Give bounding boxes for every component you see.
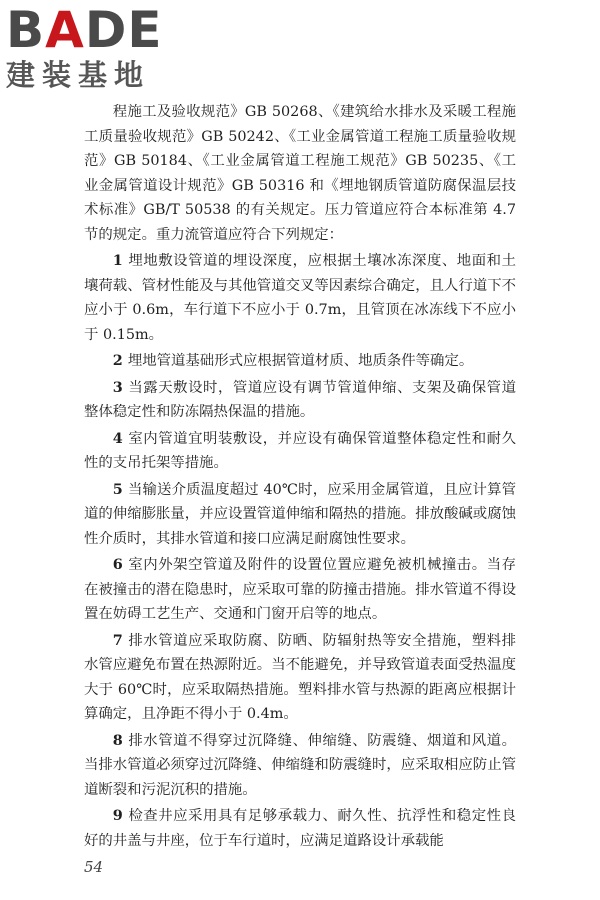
clause-number: 9: [112, 807, 123, 824]
clause-item-4: [84, 427, 516, 476]
intro-paragraph: 程施工及验收规范》GB 50268、《建筑给水排水及采暖工程施工质量验收规范》GB 50242、《工业金属管道工程施工质量验收规范》GB 50184、《工业金属管道工程施工规范》GB 50235、《工业金属管道设计规范》GB 50316 和《埋地钢质管道防腐保温层技术标准》GB/T 50538 的有关规定。压力管道应符合本标准第 4.7 节的规定。重力流管道应符合下列规定：: [84, 104, 516, 243]
clause-number: 5: [112, 480, 123, 498]
clause-number: 4: [112, 429, 123, 447]
clause-text: 当输送介质温度超过 40℃时，应采用金属管道，且应计算管道的伸缩膨胀量，并应设置管道伸缩和隔热的措施。排放酸碱或腐蚀性介质时，其排水管道和接口应满足耐腐蚀性要求。: [84, 481, 516, 547]
logo-subtitle: 建装基地: [6, 58, 151, 92]
clause-text: 埋地敷设管道的埋设深度，应根据土壤冰冻深度、地面和土壤荷载、管材性能及与其他管道交叉等因素综合确定，且人行道下不应小于 0.6m，车行道下不应小于 0.7m，且管顶在冰冻线下不应小于 0.15m。: [84, 253, 516, 343]
clause-number: 8: [112, 731, 123, 749]
clause-number: 2: [112, 352, 123, 369]
clause-text: 排水管道应采取防腐、防晒、防辐射热等安全措施，塑料排水管应避免布置在热源附近。当不能避免，并导致管道表面受热温度大于 60℃时，应采取隔热措施。塑料排水管与热源的距离应根据计算确定，且净距不得小于 0.4m。: [84, 632, 516, 722]
clause-number: 7: [112, 631, 123, 649]
clause-text: 室内外架空管道及附件的设置位置应避免被机械撞击。当存在被撞击的潜在隐患时，应采取可靠的防撞击措施。排水管道不得设置在妨碍工艺生产、交通和门窗开启等的地点。: [84, 557, 516, 622]
clause-item-6: [84, 553, 516, 627]
logo-wordmark: BADE: [6, 1, 163, 59]
page-number: 54: [84, 858, 104, 876]
clause-item-7: [84, 629, 516, 727]
clause-item-3: [84, 376, 516, 425]
clause-number: 3: [112, 378, 123, 396]
clause-item-2: [84, 349, 516, 374]
clause-number: 6: [112, 556, 123, 573]
clause-number: 1: [112, 252, 123, 269]
clause-item-1: [84, 249, 516, 347]
clause-item-9: [84, 804, 516, 853]
clause-text: 检查井应采用具有足够承载力、耐久性、抗浮性和稳定性良好的井盖与井座，位于车行道时，应满足道路设计承载能: [84, 808, 516, 849]
clause-item-8: [84, 729, 516, 803]
page-body: [84, 100, 516, 853]
bade-logo: [6, 1, 186, 96]
clause-text: 排水管道不得穿过沉降缝、伸缩缝、防震缝、烟道和风道。当排水管道必须穿过沉降缝、伸缩缝和防震缝时，应采取相应防止管道断裂和污泥沉积的措施。: [84, 732, 516, 798]
clause-item-5: [84, 478, 516, 552]
clause-text: 室内管道宜明装敷设，并应设有确保管道整体稳定性和耐久性的支吊托架等措施。: [84, 430, 516, 471]
clause-text: 埋地管道基础形式应根据管道材质、地质条件等确定。: [127, 353, 474, 369]
clause-text: 当露天敷设时，管道应设有调节管道伸缩、支架及确保管道整体稳定性和防冻隔热保温的措施。: [84, 379, 516, 420]
